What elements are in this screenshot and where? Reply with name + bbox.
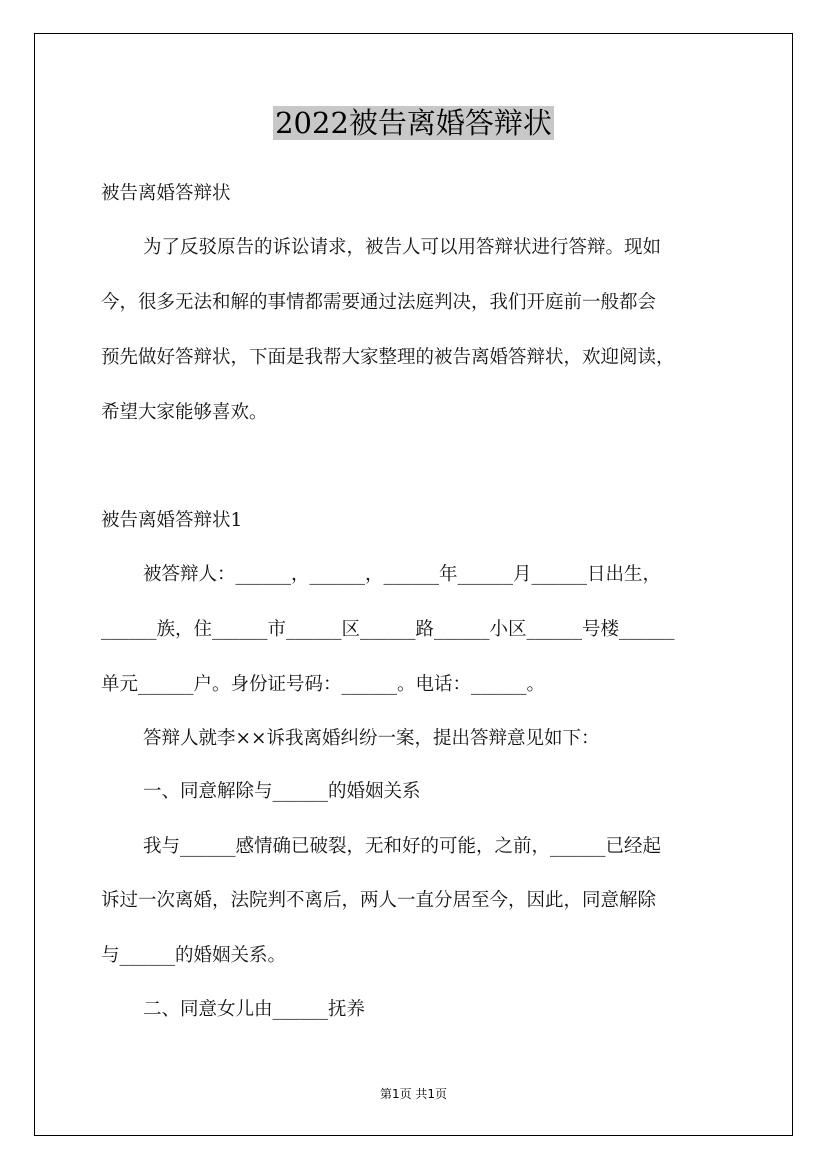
paragraph-line: 与______的婚姻关系。 xyxy=(101,945,287,966)
paragraph-line: 希望大家能够喜欢。 xyxy=(101,402,268,423)
heading-line: 被告离婚答辩状 xyxy=(101,183,231,204)
paragraph-line: 我与______感情确已破裂，无和好的可能，之前，______已经起 xyxy=(143,836,662,857)
paragraph-line: ______族，住______市______区______路______小区______号楼______ xyxy=(101,619,675,640)
paragraph-line: 单元______户。身份证号码：______。电话：______。 xyxy=(101,674,546,695)
page-footer: 第1页 共1页 xyxy=(379,1087,448,1101)
paragraph-line: 二、同意女儿由______抚养 xyxy=(143,999,366,1020)
paragraph-line: 一、同意解除与______的婚姻关系 xyxy=(143,781,421,802)
paragraph-line: 诉过一次离婚，法院判不离后，两人一直分居至今，因此，同意解除 xyxy=(101,890,657,911)
document-title: 2022被告离婚答辩状 xyxy=(275,106,552,140)
paragraph-line: 预先做好答辩状，下面是我帮大家整理的被告离婚答辩状，欢迎阅读， xyxy=(101,347,675,368)
paragraph-line: 为了反驳原告的诉讼请求，被告人可以用答辩状进行答辩。现如 xyxy=(143,237,662,258)
paragraph-line: 今，很多无法和解的事情都需要通过法庭判决，我们开庭前一般都会 xyxy=(101,292,657,313)
paragraph-line: 被答辩人：______，______，______年______月______日出生， xyxy=(143,564,662,585)
section-heading: 被告离婚答辩状1 xyxy=(101,510,243,531)
paragraph-line: 答辩人就李××诉我离婚纠纷一案，提出答辩意见如下： xyxy=(143,728,600,749)
